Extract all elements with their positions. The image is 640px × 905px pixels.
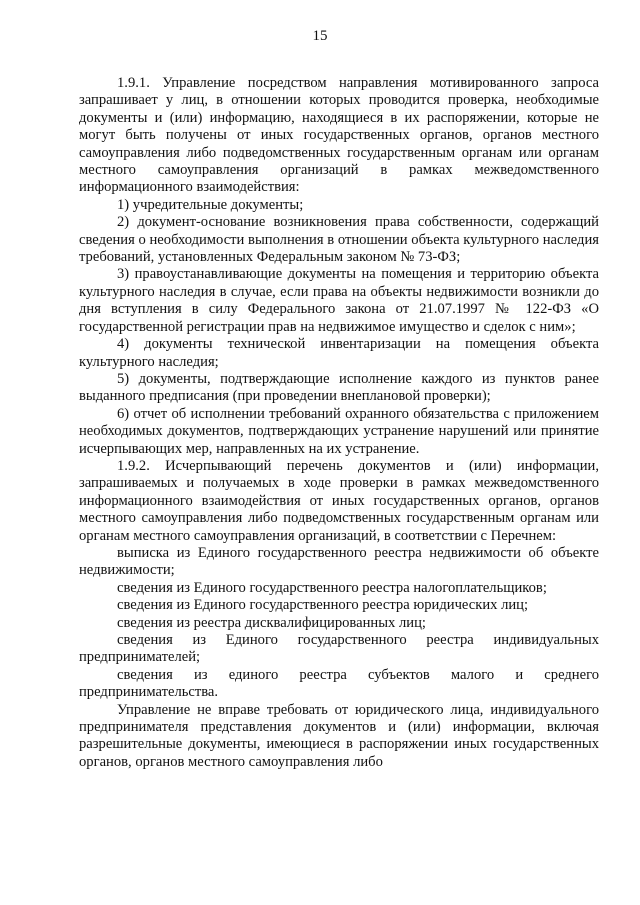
paragraph-1-9-1: 1.9.1. Управление посредством направления мотивированного запроса запрашивает у лиц, в отношении которых проводится проверка, необходимые документы и (или) информацию, находящиеся в их распоряжении, которые не могут быть получены от иных государственных органов, органов местного самоуправления либо подведомственных государственным органам или органам местного самоуправления организаций в рамках межведомственного информационного взаимодействия:	[79, 75, 599, 196]
list-item-6: 6) отчет об исполнении требований охранного обязательства с приложением необходимых документов, подтверждающих устранение нарушений или принятие исчерпывающих мер, направленных на их устранение.	[79, 405, 599, 457]
paragraph-1-9-2: 1.9.2. Исчерпывающий перечень документов и (или) информации, запрашиваемых и получаемых в ходе проверки в рамках межведомственного информационного взаимодействия от иных государственных органов, органов местного самоуправления либо подведомственных государственным органам или органам местного самоуправления организаций, в соответствии с Перечнем:	[79, 457, 599, 544]
register-item-disqualified: сведения из реестра дисквалифицированных лиц;	[117, 614, 426, 631]
list-item-2: 2) документ-основание возникновения права собственности, содержащий сведения о необходимости выполнения в отношении объекта культурного наследия требований, установленных Федеральным законом № 73-ФЗ;	[79, 214, 599, 266]
page-number: 15	[312, 28, 328, 44]
list-item-3: 3) правоустанавливающие документы на помещения и территорию объекта культурного наследия в случае, если права на объекты недвижимости возникли до дня вступления в силу Федерального закона от 21.07.1997 № 122-ФЗ «О государственной регистрации прав на недвижимое имущество и сделок с ним»;	[79, 266, 599, 335]
list-item-4: 4) документы технической инвентаризации на помещения объекта культурного наследия;	[79, 336, 599, 370]
document-body	[79, 75, 599, 771]
register-item-small-business: сведения из единого реестра субъектов малого и среднего предпринимательства.	[79, 666, 599, 701]
register-item-taxpayers: сведения из Единого государственного реестра налогоплательщиков;	[117, 579, 547, 596]
register-item-entrepreneurs: сведения из Единого государственного реестра индивидуальных предпринимателей;	[79, 632, 599, 666]
register-item-real-estate: выписка из Единого государственного реестра недвижимости об объекте недвижимости;	[79, 544, 599, 579]
list-item-5: 5) документы, подтверждающие исполнение каждого из пунктов ранее выданного предписания (при проведении внеплановой проверки);	[79, 370, 599, 405]
register-item-legal-entities: сведения из Единого государственного реестра юридических лиц;	[117, 597, 529, 614]
list-item-1: 1) учредительные документы;	[117, 196, 304, 213]
paragraph-restriction: Управление не вправе требовать от юридического лица, индивидуального предпринимателя представления документов и (или) информации, включая разрешительные документы, имеющиеся в распоряжении иных государственных органов, органов местного самоуправления либо	[79, 701, 599, 770]
